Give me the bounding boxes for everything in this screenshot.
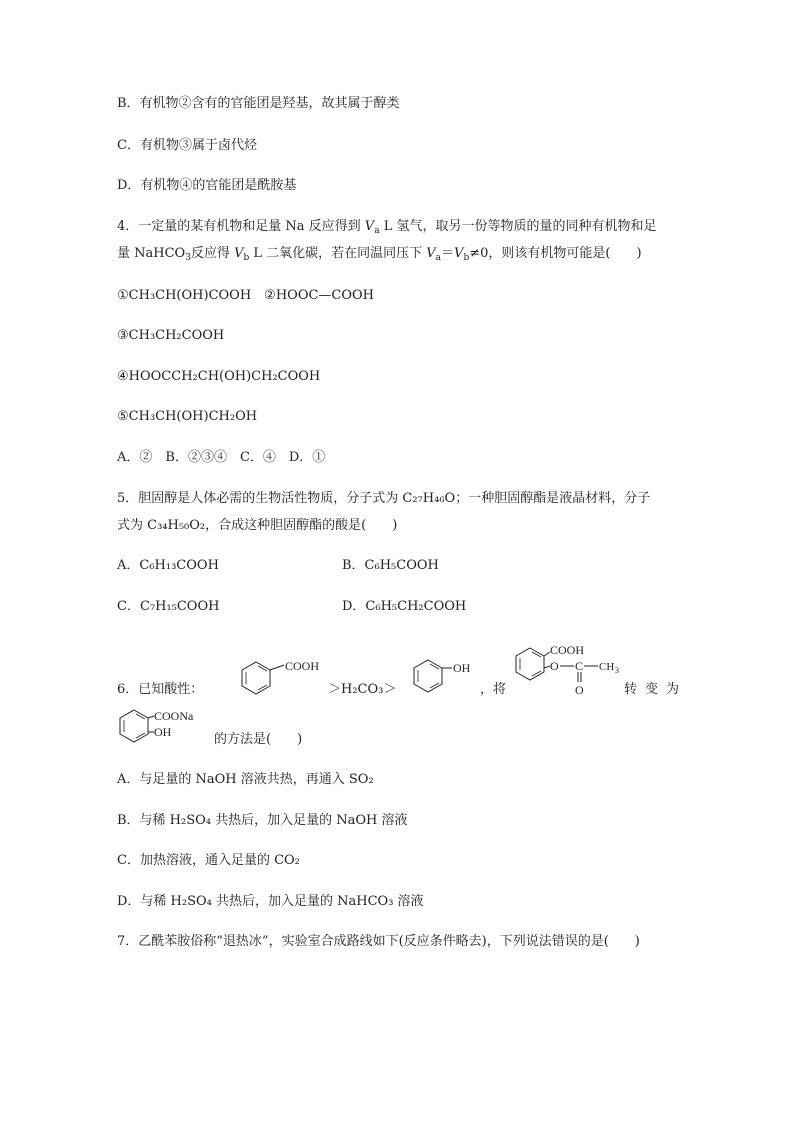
aspirin-ch3-label: CH — [599, 661, 615, 673]
q6-option-c: C．加热溶液，通入足量的 CO₂ — [117, 853, 300, 868]
q4-item-5: ⑤CH₃CH(OH)CH₂OH — [117, 409, 258, 424]
q7-stem: 7．乙酰苯胺俗称“退热冰”，实验室合成路线如下(反应条件略去)，下列说法错误的是( ) — [117, 934, 640, 949]
salicylate-coona-label: COONa — [154, 709, 194, 723]
q6-option-a: A．与足量的 NaOH 溶液共热，再通入 SO₂ — [117, 772, 374, 787]
q5-stem-line2: 式为 C₃₄H₅₀O₂，合成这种胆固醇酯的酸是( ) — [117, 518, 398, 533]
q3-option-c: C．有机物③属于卤代烃 — [117, 138, 257, 153]
aspirin-structure — [512, 638, 632, 700]
aspirin-cooh-label: COOH — [550, 643, 585, 657]
q6-comma-jiang: ，将 — [480, 682, 507, 697]
q4-item-1-2: ①CH₃CH(OH)COOH ②HOOC—COOH — [117, 288, 375, 303]
phenol-structure — [410, 654, 485, 696]
q6-acidity-order: ＞H₂CO₃＞ — [328, 682, 397, 697]
benzoic-cooh-label: COOH — [285, 659, 320, 673]
q3-option-b: B．有机物②含有的官能团是羟基，故其属于醇类 — [117, 96, 400, 111]
aspirin-c-label: C — [575, 659, 584, 673]
salicylate-oh-label: OH — [154, 725, 172, 739]
q6-option-b: B．与稀 H₂SO₄ 共热后，加入足量的 NaOH 溶液 — [117, 813, 408, 828]
q5-option-c: C．C₇H₁₅COOH — [117, 599, 220, 614]
q6-option-d: D．与稀 H₂SO₄ 共热后，加入足量的 NaHCO₃ 溶液 — [117, 894, 424, 909]
sodium-salicylate-structure — [116, 706, 216, 748]
q3-option-d: D．有机物④的官能团是酰胺基 — [117, 178, 297, 193]
q5-stem-line1: 5．胆固醇是人体必需的生物活性物质，分子式为 C₂₇H₄₆O；一种胆固醇酯是液晶材料，分子 — [117, 491, 651, 506]
q5-option-d: D．C₆H₅CH₂COOH — [342, 599, 467, 614]
q4-stem-line2: 量 NaHCO$_3$反应得 $V_b$ L 二氧化碳，若在同温同压下 $V_a=V_b\ne 0$，则该有机物可能是( ) — [117, 246, 642, 263]
q4-item-4: ④HOOCCH₂CH(OH)CH₂COOH — [117, 369, 321, 384]
aspirin-o-label: O — [550, 659, 559, 673]
phenol-oh-label: OH — [453, 661, 471, 675]
q4-options: A．② B．②③④ C．④ D．① — [117, 450, 326, 465]
q6-turn-into: 转变为 — [624, 682, 688, 697]
q4-stem-line1: 4．一定量的某有机物和足量 Na 反应得到 $V_a$ L 氢气，取另一份等物质的量的同种有机物和足 — [117, 219, 657, 236]
q6-lead: 6．已知酸性： — [117, 682, 204, 697]
q6-method-prompt: 的方法是( ) — [214, 732, 303, 747]
aspirin-carbonyl-o-label: O — [575, 683, 584, 697]
q4-item-3: ③CH₃CH₂COOH — [117, 328, 225, 343]
q5-option-b: B．C₆H₅COOH — [342, 558, 439, 573]
aspirin-ch3-subscript: 3 — [615, 666, 619, 675]
q5-option-a: A．C₆H₁₃COOH — [117, 558, 219, 573]
benzoic-acid-structure — [236, 656, 336, 696]
